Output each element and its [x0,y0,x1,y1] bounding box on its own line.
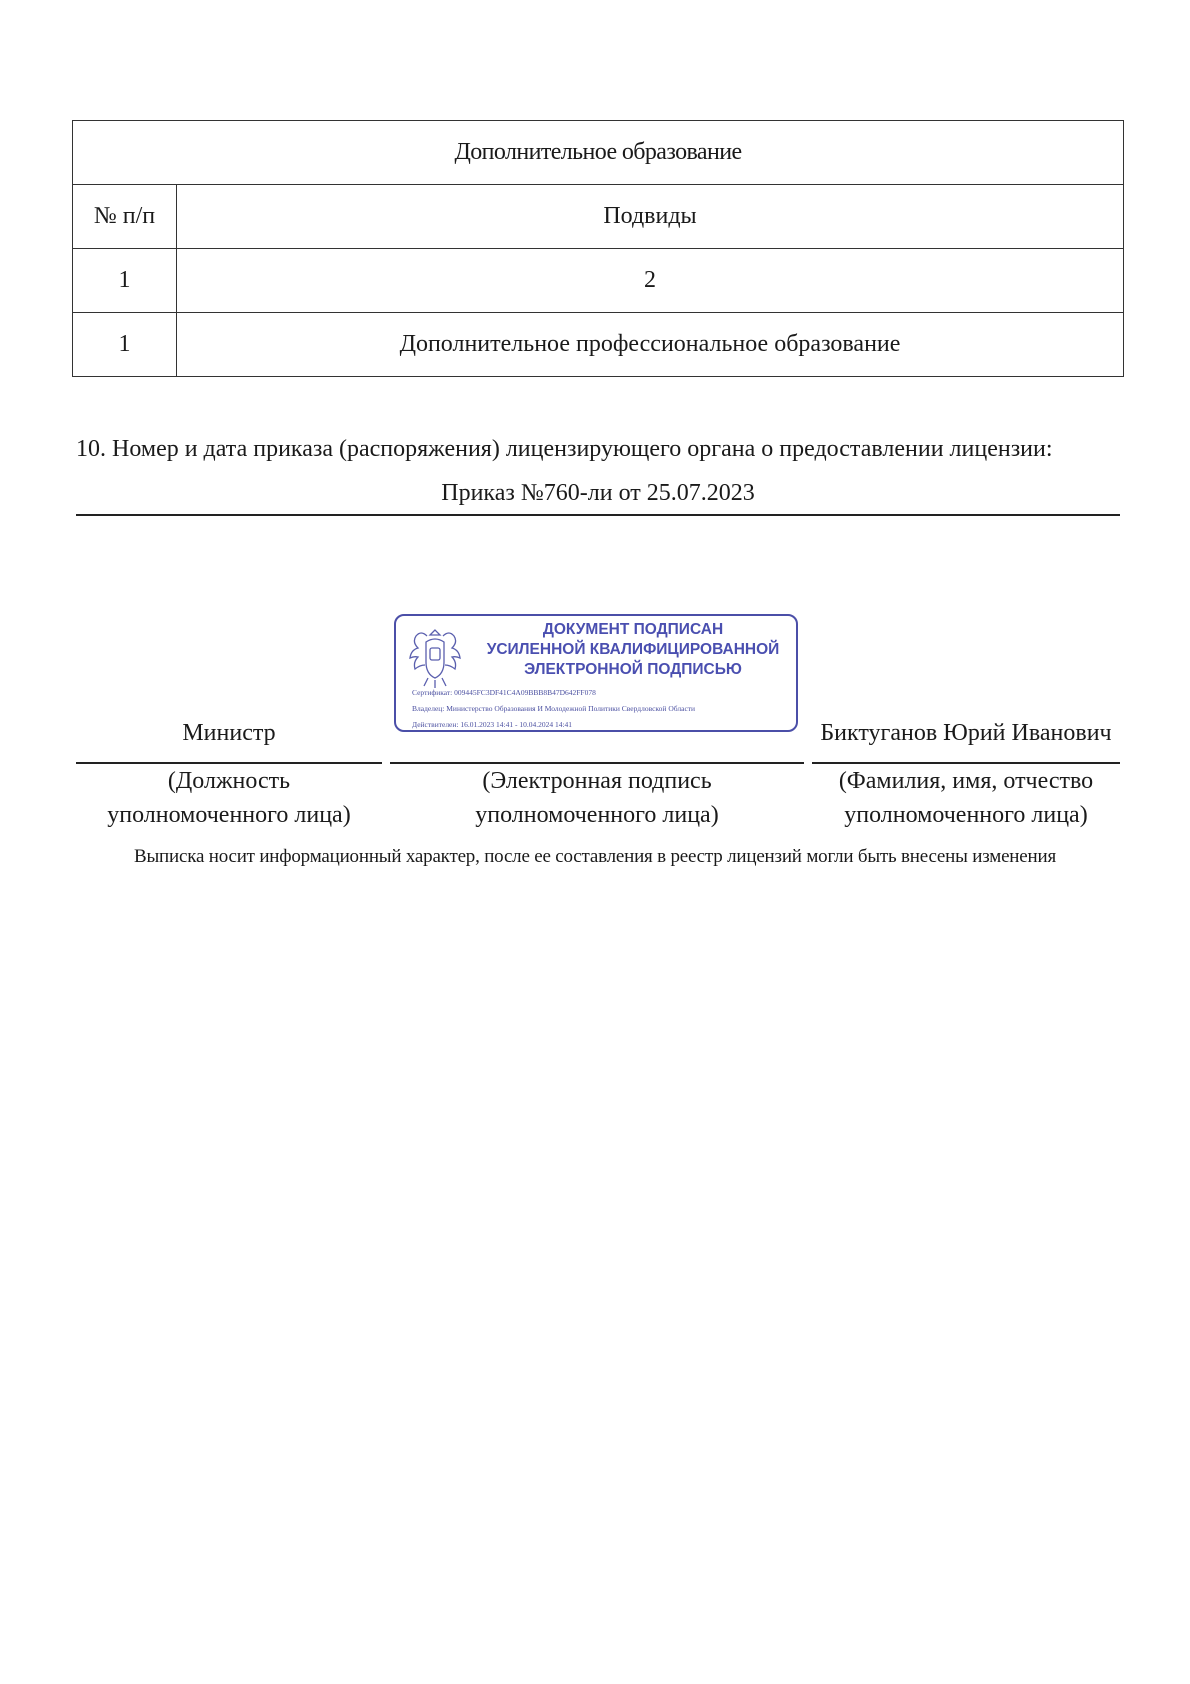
esign-caption-line2: уполномоченного лица) [475,802,719,828]
order-underline [76,514,1120,516]
esign-caption [390,764,804,832]
subtypes-table [72,120,1124,377]
position-value: Министр [182,720,276,746]
stamp-line2: УСИЛЕННОЙ КВАЛИФИЦИРОВАННОЙ [486,641,780,658]
name-caption-line2: уполномоченного лица) [844,802,1088,828]
table-row [73,313,1124,377]
header-subtypes: Подвиды [177,185,1124,249]
stamp-owner: Владелец: Министерство Образования И Молодежной Политики Свердловской Области [412,704,696,713]
stamp-certificate: Сертификат: 009445FC3DF41C4A09BBB8B47D642FF078 [412,688,596,697]
position-caption [76,764,382,832]
order-value: Приказ №760-ли от 25.07.2023 [441,480,755,506]
table-title: Дополнительное образование [73,121,1124,185]
stamp-valid: Действителен: 16.01.2023 14:41 - 10.04.2024 14:41 [412,720,573,729]
table-index-row [73,249,1124,313]
stamp-line1: ДОКУМЕНТ ПОДПИСАН [542,621,724,638]
esign-caption-line1: (Электронная подпись [482,768,712,794]
position-caption-line2: уполномоченного лица) [107,802,351,828]
header-num: № п/п [73,185,177,249]
index-num: 1 [73,249,177,313]
index-subtypes: 2 [177,249,1124,313]
row-num: 1 [73,313,177,377]
footnote: Выписка носит информационный характер, после ее составления в реестр лицензий могли быть внесены изменения [134,846,1056,867]
name-value: Биктуганов Юрий Иванович [820,720,1112,746]
position-caption-line1: (Должность [167,768,291,794]
name-caption [812,764,1120,832]
row-subtype: Дополнительное профессиональное образование [177,313,1124,377]
table-header-row [73,185,1124,249]
stamp-headline [468,620,798,680]
stamp-line3: ЭЛЕКТРОННОЙ ПОДПИСЬЮ [524,661,742,678]
coat-of-arms-icon [406,624,464,690]
name-caption-line1: (Фамилия, имя, отчество [838,768,1094,794]
item10-label: 10. Номер и дата приказа (распоряжения) лицензирующего органа о предоставлении лицензии: [76,436,1053,462]
esign-stamp [394,614,798,732]
table-title-row [73,121,1124,185]
